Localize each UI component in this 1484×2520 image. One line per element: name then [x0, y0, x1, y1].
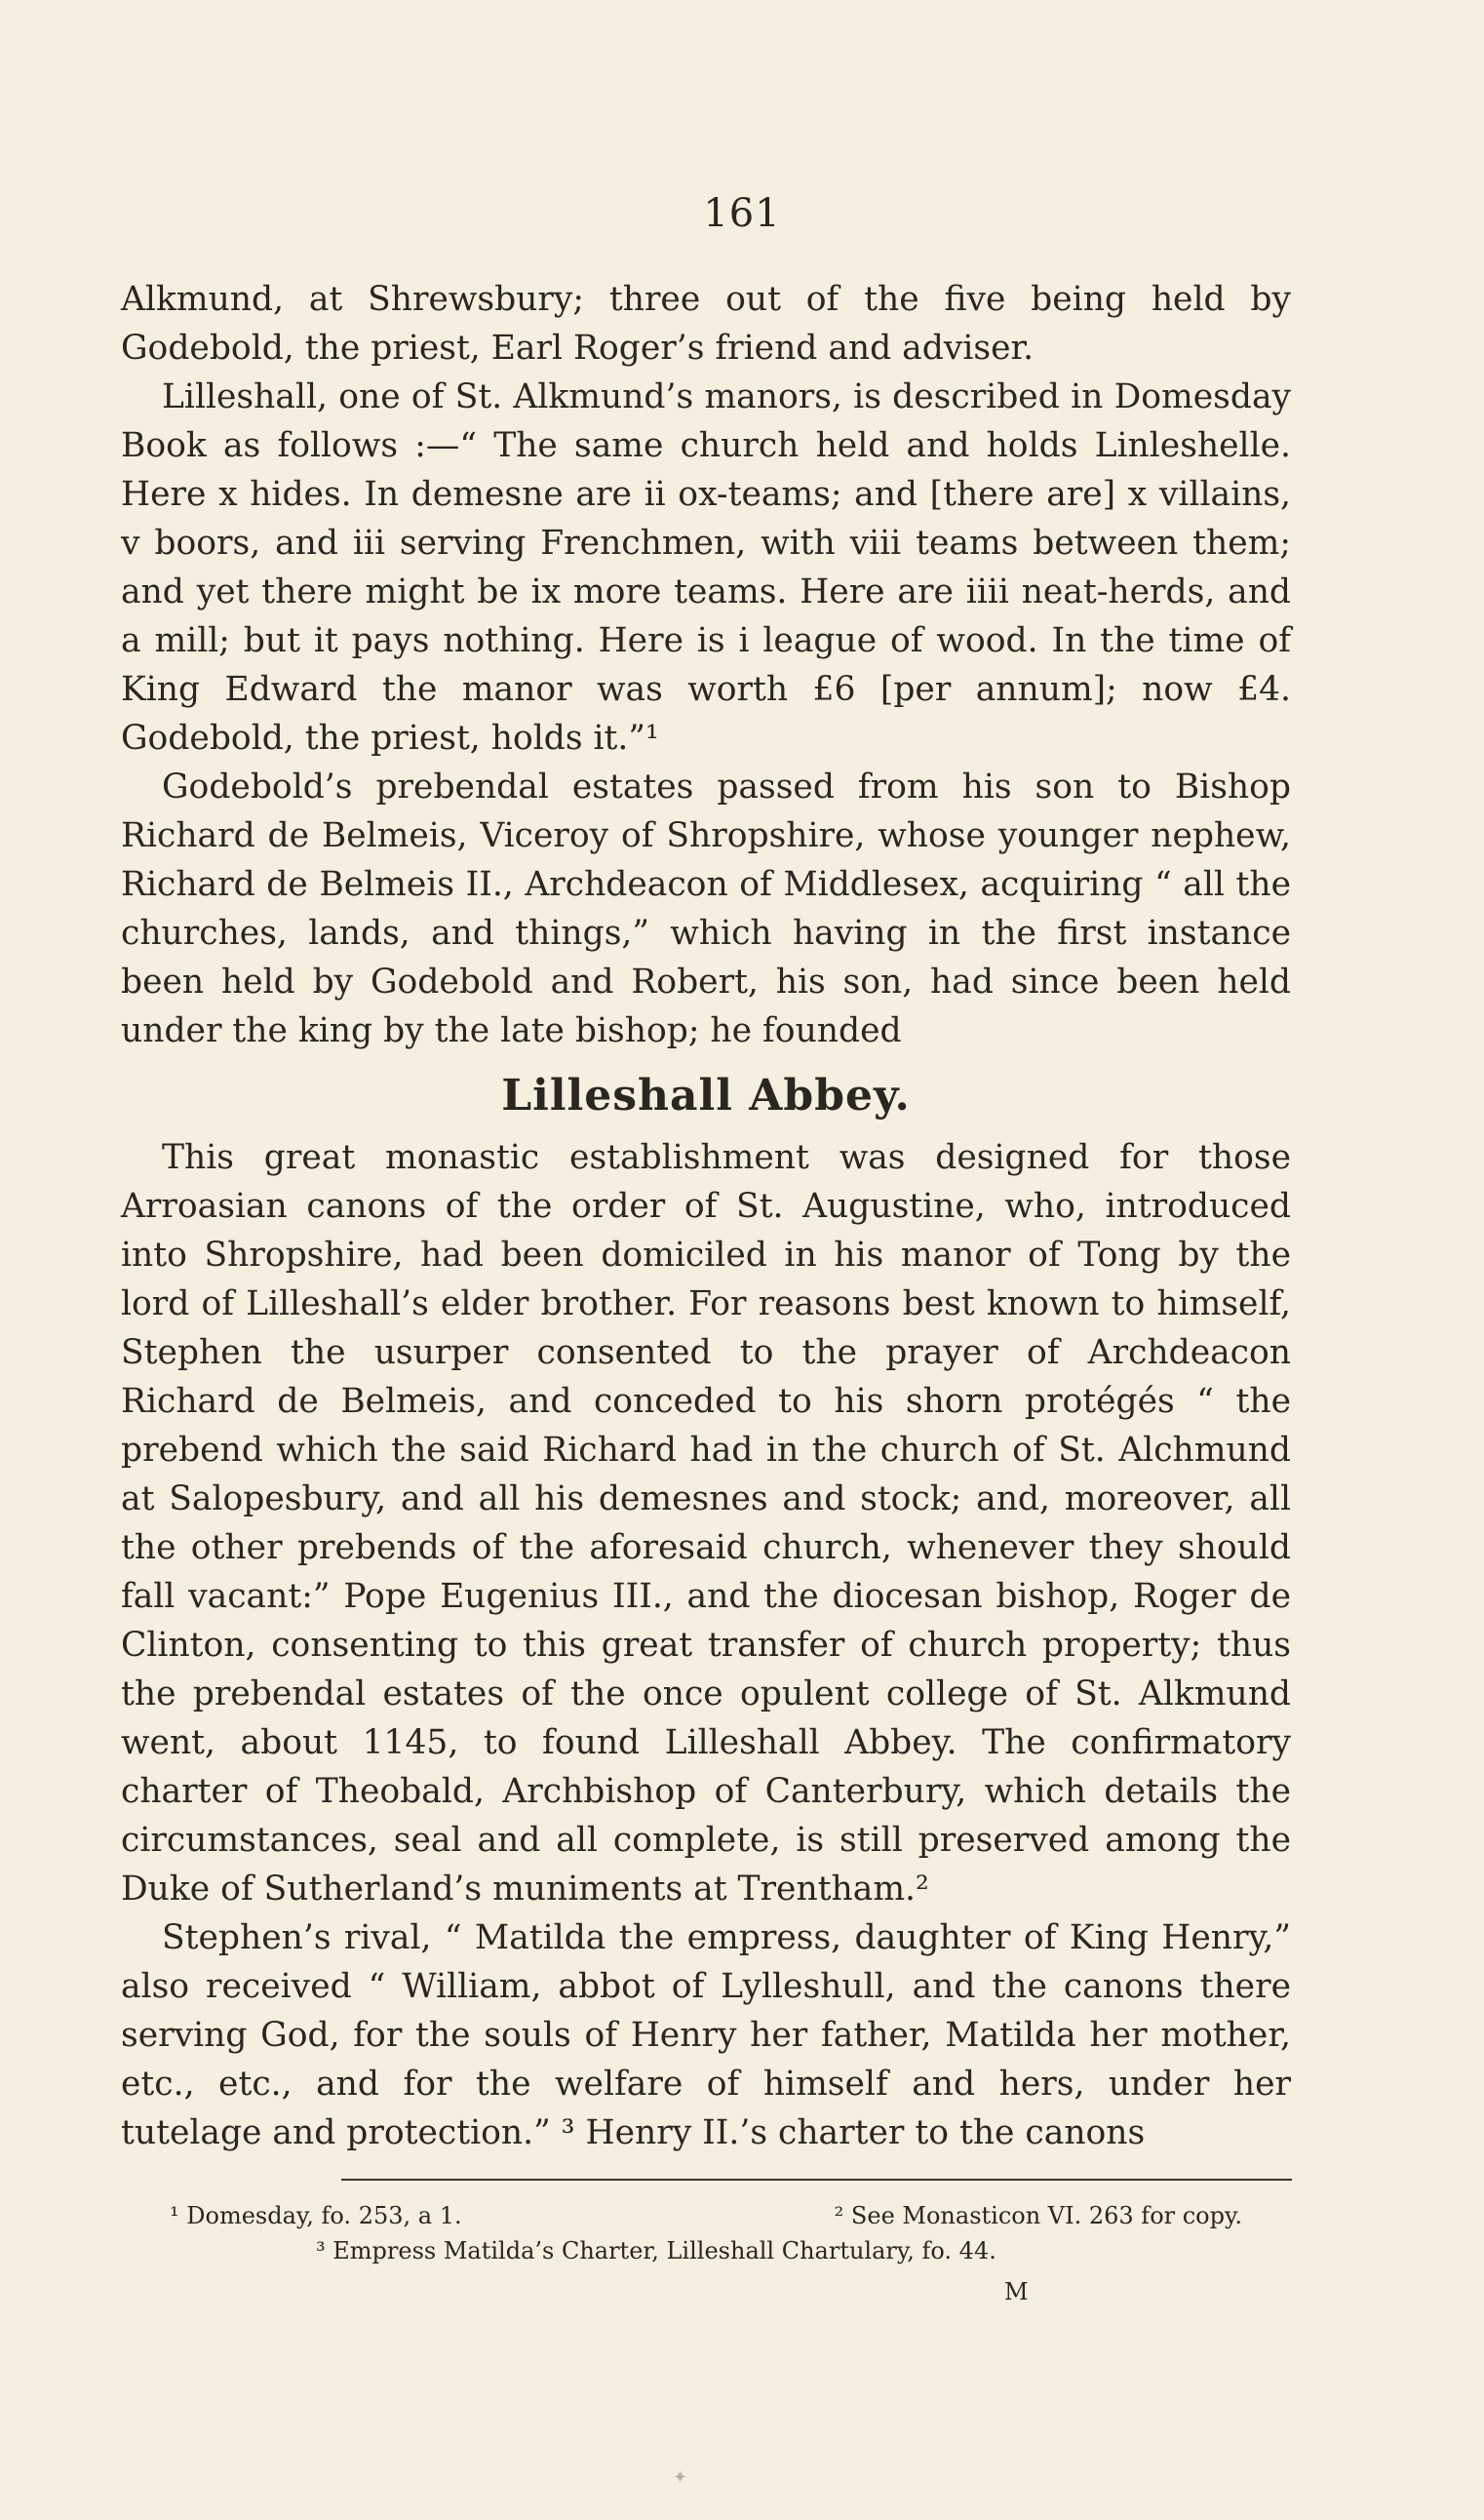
footnote-3: ³ Empress Matilda’s Charter, Lilleshall Chartulary, fo. 44. — [316, 2237, 996, 2264]
paragraph-1: Alkmund, at Shrewsbury; three out of the five being held by Godebold, the priest, Earl Roger’s friend and adviser. — [121, 280, 1291, 368]
paragraph-4: This great monastic establishment was designed for those Arroasian canons of the order of St. Augustine, who, introduced into Shropshire, had been domiciled in his manor of Tong by the lord of Lilleshall’s elder brother. For reasons best known to himself, Stephen the usurper consented to the prayer of Archdeacon Richard de Belmeis, and conceded to his shorn protégés “ the prebend which the said Richard had in the church of St. Alchmund at Salopesbury, and all his demesnes and stock; and, moreover, all the other prebends of the aforesaid church, whenever they should fall vacant:” Pope Eugenius III., and the diocesan bishop, Roger de Clinton, consenting to this great transfer of church property; thus the prebendal estates of the once opulent college of St. Alkmund went, about 1145, to found Lilleshall Abbey. The confirmatory charter of Theobald, Archbishop of Canterbury, which details the circumstances, seal and all complete, is still preserved among the Duke of Sutherland’s muniments at Trentham.² — [121, 1138, 1291, 1909]
page-number: 161 — [703, 191, 781, 236]
ink-speck-icon: ✦ — [673, 2467, 688, 2488]
paragraph-5: Stephen’s rival, “ Matilda the empress, daughter of King Henry,” also received “ William, abbot of Lylleshull, and the canons there serving God, for the souls of Henry her father, Matilda her mother, etc., etc., and for the welfare of himself and hers, under her tutelage and protection.” ³ Henry II.’s charter to the canons — [121, 1918, 1291, 2152]
footnote-2: ² See Monasticon VI. 263 for copy. — [834, 2202, 1242, 2229]
footnotes — [121, 2198, 1291, 2268]
footnote-divider — [341, 2179, 1292, 2181]
paragraph-3: Godebold’s prebendal estates passed from his son to Bishop Richard de Belmeis, Viceroy of Shropshire, whose younger nephew, Richard de Belmeis II., Archdeacon of Middlesex, acquiring “ all the churches, lands, and things,” which having in the first instance been held by Godebold and Robert, his son, had since been held under the king by the late bishop; he founded — [121, 768, 1291, 1050]
paragraph-2: Lilleshall, one of St. Alkmund’s manors, is described in Domesday Book as follows :—“ The same church held and holds Linleshelle. Here x hides. In demesne are ii ox-teams; and [there are] x villains, v boors, and iii serving Frenchmen, with viii teams between them; and yet there might be ix more teams. Here are iiii neat-herds, and a mill; but it pays nothing. Here is i league of wood. In the time of King Edward the manor was worth £6 [per annum]; now £4. Godebold, the priest, holds it.”¹ — [121, 377, 1291, 758]
section-heading: Lilleshall Abbey. — [501, 1071, 911, 1121]
body-text — [121, 275, 1291, 2157]
signature-mark: M — [1004, 2278, 1030, 2305]
footnote-1: ¹ Domesday, fo. 253, a 1. — [170, 2202, 462, 2229]
